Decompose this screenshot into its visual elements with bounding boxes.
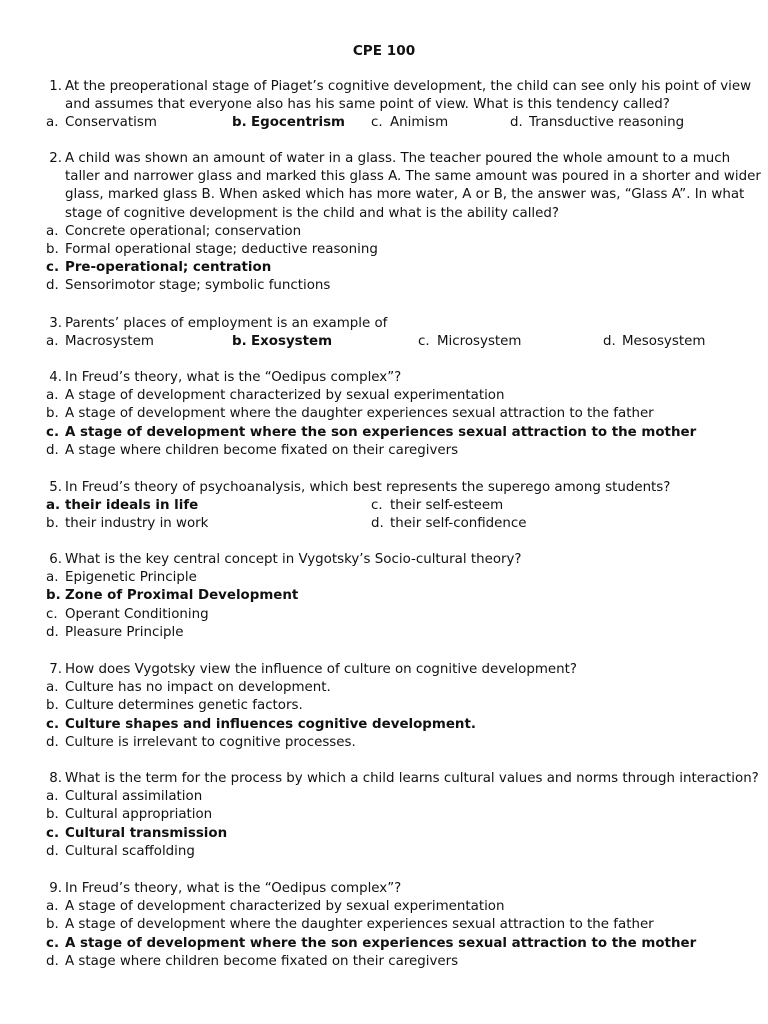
question-number: 3.	[49, 316, 62, 331]
option-letter: c.	[46, 935, 60, 951]
option-letter: b.	[46, 516, 59, 532]
option-text: A stage of development characterized by sexual experimentation	[65, 388, 505, 404]
answer-option	[46, 405, 654, 423]
option-text: A stage of development characterized by sexual experimentation	[65, 899, 505, 915]
option-letter: d.	[46, 843, 59, 859]
option-text: A stage of development where the daughter experiences sexual attraction to the father	[65, 917, 654, 933]
page-title: CPE 100	[352, 43, 416, 59]
question-text: In Freud’s theory, what is the “Oedipus complex”?	[65, 370, 402, 385]
option-text: A stage where children become fixated on their caregivers	[65, 953, 459, 969]
option-letter: c.	[418, 334, 430, 350]
option-text: Cultural scaffolding	[65, 843, 195, 859]
question-number: 7.	[49, 662, 62, 677]
option-text: Cultural transmission	[65, 825, 228, 841]
question-number: 4.	[49, 370, 62, 385]
answer-option	[46, 716, 476, 734]
answer-option	[371, 515, 527, 533]
answer-option	[46, 569, 197, 587]
option-letter: a.	[46, 498, 61, 514]
option-letter: b.	[232, 334, 247, 350]
answer-option	[418, 333, 522, 351]
option-text: Microsystem	[437, 334, 522, 350]
answer-option	[46, 806, 213, 824]
question-text: How does Vygotsky view the influence of culture on cognitive development?	[65, 662, 577, 677]
question-text: stage of cognitive development is the child and what is the ability called?	[65, 205, 560, 221]
answer-option	[232, 114, 346, 132]
question-text: taller and narrower glass and marked this glass A. The same amount was poured in a shorter and wider	[65, 169, 761, 185]
option-letter: c.	[46, 825, 60, 841]
option-letter: d.	[603, 334, 616, 350]
option-letter: d.	[46, 442, 59, 458]
question-number: 6.	[49, 552, 62, 567]
answer-option	[510, 114, 685, 132]
option-text: Conservatism	[65, 115, 157, 131]
option-text: Mesosystem	[622, 334, 706, 350]
option-letter: b.	[46, 807, 59, 823]
option-text: Animism	[390, 115, 449, 131]
answer-option	[46, 843, 195, 861]
option-letter: a.	[46, 115, 59, 131]
option-letter: d.	[371, 516, 384, 532]
option-letter: c.	[46, 606, 58, 622]
option-text: Epigenetic Principle	[65, 570, 197, 586]
answer-option	[46, 898, 505, 916]
option-letter: d.	[46, 734, 59, 750]
question-number: 2.	[49, 151, 62, 166]
option-text: Sensorimotor stage; symbolic functions	[65, 278, 331, 294]
answer-option	[46, 734, 356, 752]
question-number: 8.	[49, 771, 62, 786]
answer-option	[46, 953, 459, 971]
answer-option	[232, 333, 333, 351]
option-letter: b.	[46, 242, 59, 257]
answer-option	[46, 587, 299, 605]
question-text: What is the term for the process by which a child learns cultural values and norms through interaction?	[65, 771, 759, 786]
option-letter: a.	[46, 789, 59, 805]
question-text: A child was shown an amount of water in a glass. The teacher poured the whole amount to a much	[65, 151, 731, 166]
answer-option	[46, 241, 378, 259]
option-letter: a.	[46, 223, 59, 239]
answer-option	[46, 114, 157, 132]
answer-option	[46, 424, 697, 442]
answer-option	[46, 497, 199, 515]
option-text: their industry in work	[65, 516, 209, 532]
option-letter: a.	[46, 334, 59, 350]
answer-option	[46, 935, 697, 953]
option-letter: d.	[46, 953, 59, 969]
option-letter: a.	[46, 388, 59, 404]
answer-option	[46, 624, 184, 642]
answer-option	[46, 442, 459, 460]
answer-option	[603, 333, 706, 351]
option-letter: c.	[371, 498, 383, 514]
answer-option	[46, 387, 505, 405]
option-letter: b.	[46, 588, 61, 604]
option-text: Zone of Proximal Development	[65, 588, 299, 604]
option-text: their self-esteem	[390, 498, 504, 514]
option-text: A stage where children become fixated on their caregivers	[65, 442, 459, 458]
answer-option	[46, 916, 654, 934]
question-text: Parents’ places of employment is an example of	[65, 316, 388, 331]
option-text: Culture determines genetic factors.	[65, 698, 303, 714]
option-text: Culture is irrelevant to cognitive processes.	[65, 734, 356, 750]
answer-option	[371, 114, 449, 132]
option-letter: b.	[46, 917, 59, 933]
option-letter: b.	[46, 698, 59, 714]
option-text: A stage of development where the son experiences sexual attraction to the mother	[65, 935, 697, 951]
option-letter: b.	[232, 115, 247, 131]
option-text: Transductive reasoning	[529, 115, 685, 131]
answer-option	[46, 515, 209, 533]
answer-option	[46, 697, 303, 715]
option-letter: d.	[46, 624, 59, 640]
answer-option	[46, 333, 154, 351]
question-number: 9.	[49, 881, 62, 896]
option-text: Egocentrism	[251, 115, 346, 131]
answer-option	[46, 825, 228, 843]
question-text: In Freud’s theory of psychoanalysis, which best represents the superego among students?	[65, 480, 671, 495]
option-text: their ideals in life	[65, 498, 199, 514]
answer-option	[46, 788, 203, 806]
option-letter: c.	[371, 115, 383, 131]
question-text: At the preoperational stage of Piaget’s cognitive development, the child can see only his point of view	[65, 79, 752, 94]
answer-option	[46, 606, 209, 624]
option-text: Cultural assimilation	[65, 789, 203, 805]
question-number: 5.	[49, 480, 62, 495]
option-text: Macrosystem	[65, 334, 154, 350]
option-letter: d.	[510, 115, 523, 131]
question-number: 1.	[49, 79, 62, 94]
answer-option	[46, 277, 331, 295]
option-letter: a.	[46, 680, 59, 696]
option-text: Pleasure Principle	[65, 624, 184, 640]
option-letter: a.	[46, 899, 59, 915]
option-letter: c.	[46, 260, 60, 276]
answer-option	[371, 497, 504, 515]
option-text: Formal operational stage; deductive reasoning	[65, 242, 378, 257]
option-letter: c.	[46, 716, 60, 732]
answer-option	[46, 679, 331, 697]
option-text: Culture has no impact on development.	[65, 680, 331, 696]
answer-option	[46, 259, 272, 277]
option-text: Concrete operational; conservation	[65, 223, 302, 239]
option-text: A stage of development where the son experiences sexual attraction to the mother	[65, 424, 697, 440]
option-letter: a.	[46, 570, 59, 586]
question-text: and assumes that everyone also has his same point of view. What is this tendency called?	[65, 97, 670, 113]
option-text: Operant Conditioning	[65, 606, 209, 622]
option-letter: d.	[46, 278, 59, 294]
option-text: Culture shapes and influences cognitive development.	[65, 716, 476, 732]
question-text: glass, marked glass B. When asked which has more water, A or B, the answer was, “Glass A”. In what	[65, 187, 745, 203]
option-letter: c.	[46, 424, 60, 440]
option-text: their self-confidence	[390, 516, 527, 532]
option-letter: b.	[46, 406, 59, 422]
question-text: In Freud’s theory, what is the “Oedipus complex”?	[65, 881, 402, 896]
option-text: Exosystem	[251, 334, 333, 350]
question-text: What is the key central concept in Vygotsky’s Socio-cultural theory?	[65, 552, 522, 567]
option-text: Pre-operational; centration	[65, 260, 272, 276]
answer-option	[46, 223, 302, 241]
option-text: A stage of development where the daughter experiences sexual attraction to the father	[65, 406, 654, 422]
option-text: Cultural appropriation	[65, 807, 213, 823]
